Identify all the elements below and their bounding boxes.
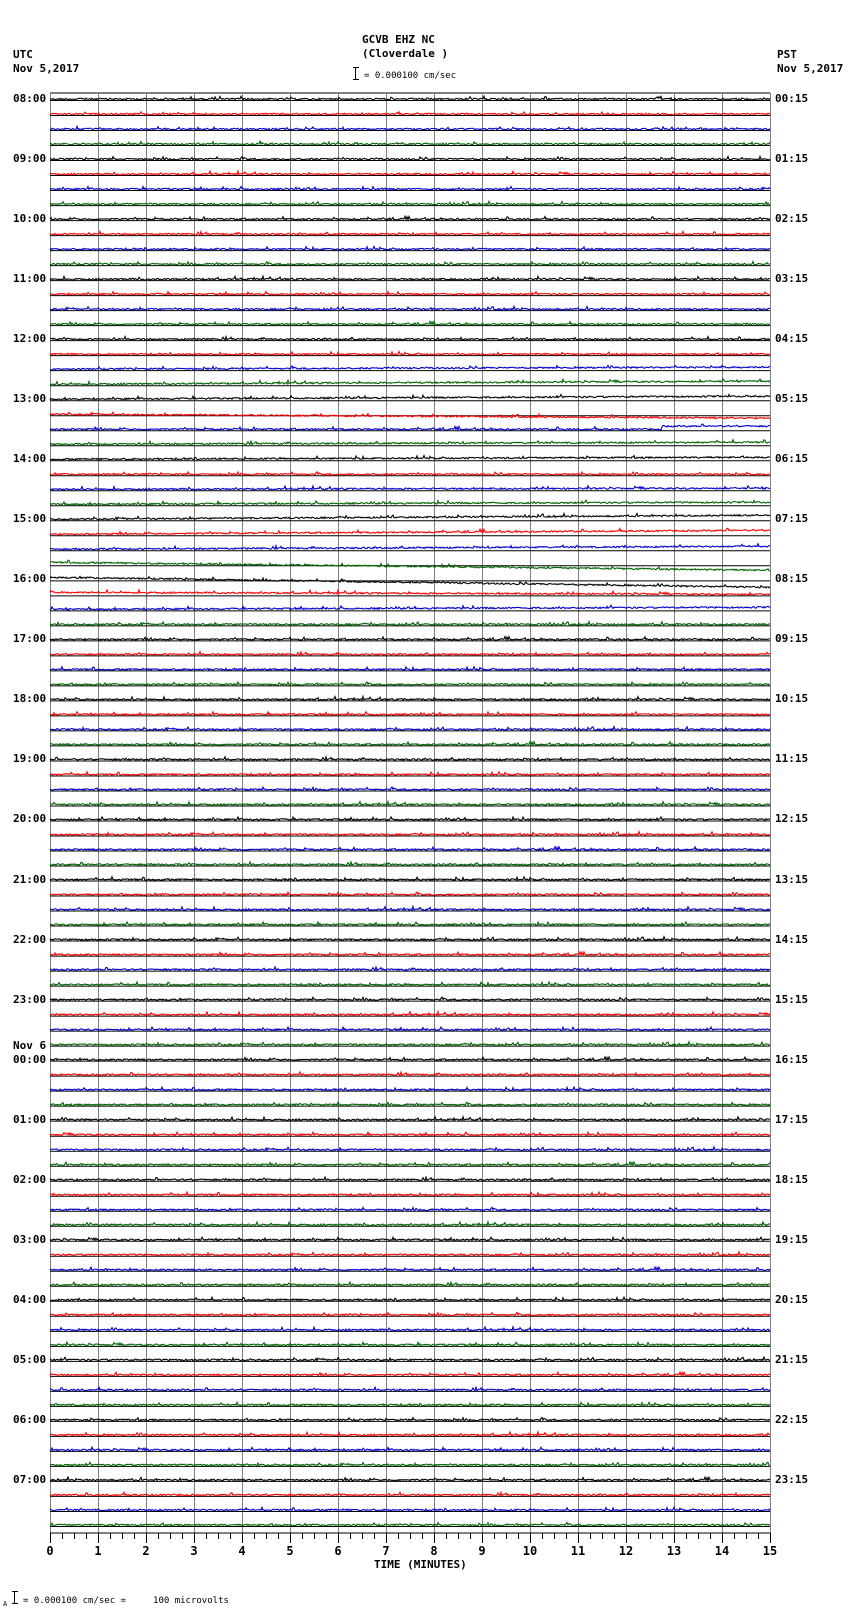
pst-hour-label: 07:15 <box>775 512 809 526</box>
utc-hour-label: 23:00 <box>13 992 47 1006</box>
station-title: GCVB EHZ NC <box>362 33 435 46</box>
pst-hour-label: 04:15 <box>775 332 809 346</box>
utc-hour-label: 10:00 <box>13 212 47 226</box>
pst-hour-label: 12:15 <box>775 812 809 826</box>
pst-hour-label: 21:15 <box>775 1352 809 1366</box>
x-tick-label: 15 <box>762 1544 778 1558</box>
utc-hour-label: 15:00 <box>13 512 47 526</box>
x-tick-label: 0 <box>46 1544 54 1558</box>
x-tick-label: 7 <box>382 1544 390 1558</box>
pst-hour-label: 16:15 <box>775 1052 809 1066</box>
pst-hour-label: 08:15 <box>775 572 809 586</box>
utc-hour-label: 00:00 <box>13 1052 47 1066</box>
footer-scale-note: = 0.000100 cm/sec = 100 microvolts <box>23 1596 229 1606</box>
utc-hour-label: 06:00 <box>13 1412 47 1426</box>
right-timezone: PST <box>777 48 797 61</box>
utc-hour-label: 05:00 <box>13 1352 47 1366</box>
utc-hour-label: 07:00 <box>13 1472 47 1486</box>
pst-hour-label: 10:15 <box>775 692 809 706</box>
utc-hour-label: 02:00 <box>13 1172 47 1186</box>
pst-hour-label: 02:15 <box>775 212 809 226</box>
pst-hour-label: 05:15 <box>775 392 809 406</box>
pst-hour-label: 15:15 <box>775 992 809 1006</box>
pst-hour-label: 20:15 <box>775 1292 809 1306</box>
pst-hour-label: 14:15 <box>775 932 809 946</box>
utc-hour-label: 01:00 <box>13 1112 47 1126</box>
utc-hour-label: 21:00 <box>13 872 47 886</box>
x-tick-label: 8 <box>430 1544 438 1558</box>
utc-hour-label: 22:00 <box>13 932 47 946</box>
left-timezone: UTC <box>13 48 33 61</box>
utc-hour-label: 09:00 <box>13 152 47 166</box>
x-tick-label: 3 <box>190 1544 198 1558</box>
pst-hour-label: 17:15 <box>775 1112 809 1126</box>
utc-hour-label: 04:00 <box>13 1292 47 1306</box>
x-axis-title: TIME (MINUTES) <box>374 1558 467 1571</box>
x-tick-label: 10 <box>522 1544 538 1558</box>
left-date: Nov 5,2017 <box>13 62 80 75</box>
x-tick-label: 2 <box>142 1544 150 1558</box>
x-tick-label: 13 <box>666 1544 682 1558</box>
pst-hour-label: 01:15 <box>775 152 809 166</box>
pst-hour-label: 00:15 <box>775 92 809 105</box>
right-date: Nov 5,2017 <box>777 62 844 75</box>
utc-hour-label: 12:00 <box>13 332 47 346</box>
x-tick-label: 9 <box>478 1544 486 1558</box>
pst-hour-label: 13:15 <box>775 872 809 886</box>
utc-hour-label: 13:00 <box>13 392 47 406</box>
utc-hour-label: 17:00 <box>13 632 47 646</box>
utc-hour-label: 08:00 <box>13 92 47 105</box>
x-tick-label: 1 <box>94 1544 102 1558</box>
footer-scale-bar-icon <box>14 1591 21 1604</box>
pst-hour-label: 03:15 <box>775 272 809 286</box>
utc-hour-label: 16:00 <box>13 572 47 586</box>
pst-hour-label: 11:15 <box>775 752 809 766</box>
utc-hour-label: 18:00 <box>13 692 47 706</box>
pst-hour-label: 23:15 <box>775 1472 809 1486</box>
station-location: (Cloverdale ) <box>362 47 449 60</box>
scale-label: = 0.000100 cm/sec <box>364 71 457 81</box>
x-tick-label: 12 <box>618 1544 634 1558</box>
utc-hour-label: 03:00 <box>13 1232 47 1246</box>
utc-date-label: Nov 6 <box>13 1038 47 1052</box>
footer-prefix: A <box>3 1600 8 1608</box>
pst-hour-label: 19:15 <box>775 1232 809 1246</box>
utc-hour-label: 19:00 <box>13 752 47 766</box>
utc-hour-label: 11:00 <box>13 272 47 286</box>
pst-hour-label: 06:15 <box>775 452 809 466</box>
x-tick-label: 5 <box>286 1544 294 1558</box>
utc-hour-label: 20:00 <box>13 812 47 826</box>
pst-hour-label: 22:15 <box>775 1412 809 1426</box>
pst-hour-label: 09:15 <box>775 632 809 646</box>
x-tick-label: 11 <box>570 1544 586 1558</box>
x-tick-label: 4 <box>238 1544 246 1558</box>
pst-hour-label: 18:15 <box>775 1172 809 1186</box>
x-tick-label: 6 <box>334 1544 342 1558</box>
utc-hour-label: 14:00 <box>13 452 47 466</box>
x-tick-label: 14 <box>714 1544 730 1558</box>
